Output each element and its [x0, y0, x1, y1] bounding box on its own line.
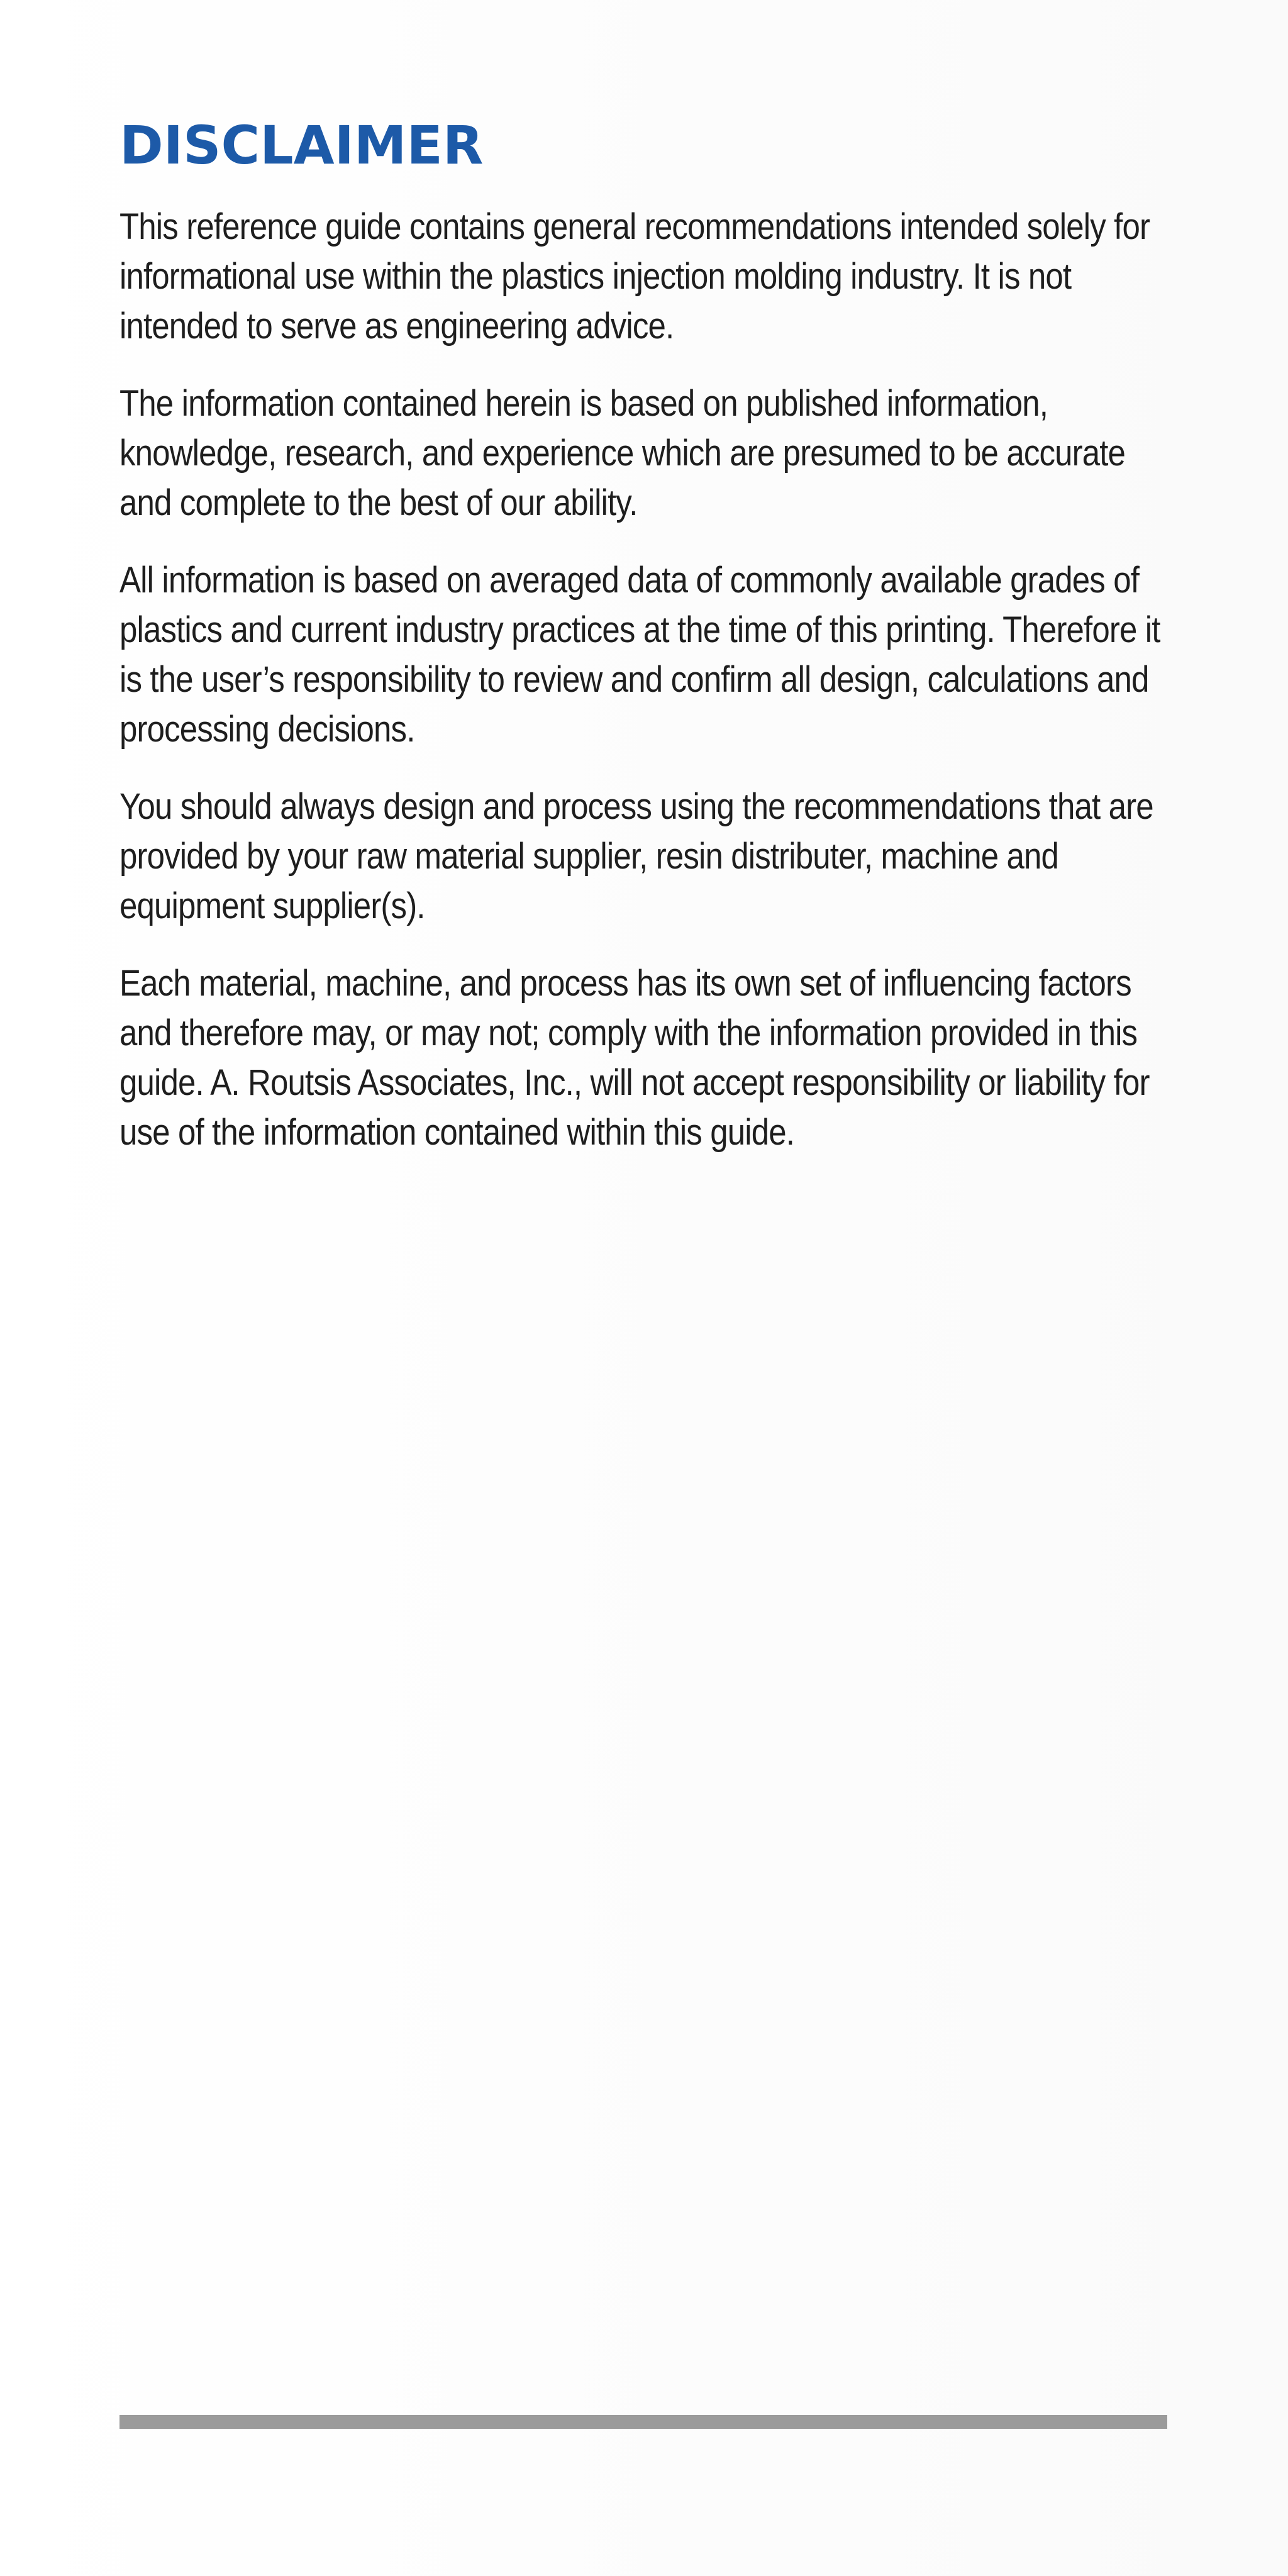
- footer-divider: [119, 2415, 1167, 2429]
- disclaimer-section: [119, 116, 1176, 1185]
- disclaimer-paragraph-3: All information is based on averaged data of commonly available grades of plastics and current industry practices at the time of this printing. Therefore it is the user’s responsibility to review and confirm all design, calculations and processing decisions.: [119, 560, 1160, 750]
- disclaimer-paragraph-2: The information contained herein is based on published information, knowledge, research, and experience which are presumed to be accurate and complete to the best of our ability.: [119, 383, 1126, 523]
- disclaimer-paragraph-5: Each material, machine, and process has its own set of influencing factors and therefore may, or may not; comply with the information provided in this guide. A. Routsis Associates, Inc., will not accept responsibility or liability for use of the information contained within this guide.: [119, 963, 1150, 1153]
- page-title: DISCLAIMER: [119, 114, 484, 176]
- disclaimer-paragraph-4: You should always design and process using the recommendations that are provided by your raw material supplier, resin distributer, machine and equipment supplier(s).: [119, 786, 1153, 926]
- disclaimer-paragraph-1: This reference guide contains general recommendations intended solely for informational use within the plastics injection molding industry. It is not intended to serve as engineering advice.: [119, 206, 1150, 347]
